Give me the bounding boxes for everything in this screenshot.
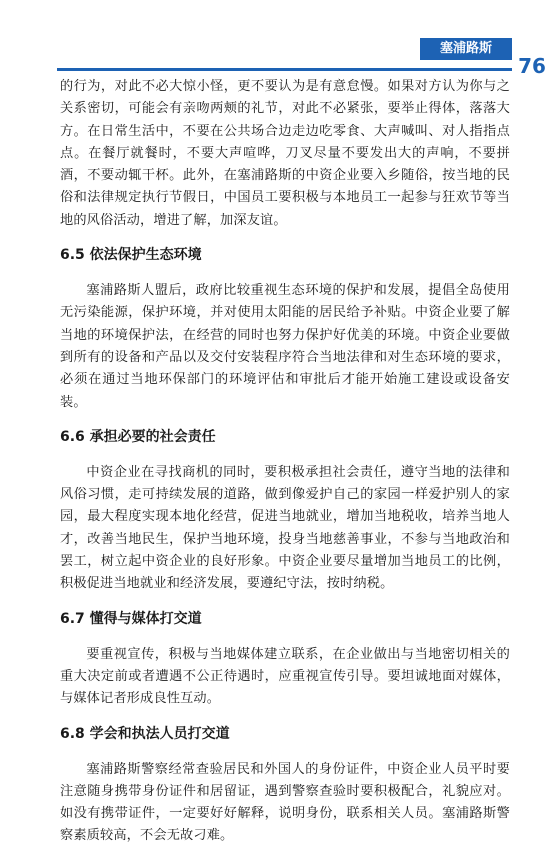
section-heading-6-8: 6.8 学会和执法人员打交道 (60, 725, 230, 742)
page-header (0, 0, 559, 84)
section-body-6-7: 要重视宣传，积极与当地媒体建立联系，在企业做出与当地密切相关的重大决定前或者遭遇不公正待遇时，应重视宣传引导。要坦诚地面对媒体，与媒体记者形成良性互动。 (60, 646, 510, 707)
section-body-6-5: 塞浦路斯人盟后，政府比较重视生态环境的保护和发展，提倡全岛使用无污染能源，保护环境，并对使用太阳能的居民给予补贴。中资企业要了解当地的环境保护法，在经营的同时也努力保护好优美的环境。中资企业要做到所有的设备和产品以及交付安装程序符合当地法律和对生态环境的要求，必须在通过当地环保部门的环境评估和审批后才能开始施工建设或设备安装。 (60, 283, 510, 410)
section-heading-6-6: 6.6 承担必要的社会责任 (60, 428, 216, 445)
country-tab: 塞浦路斯 (420, 38, 512, 60)
page-number: 76 (518, 54, 546, 78)
page-body (60, 76, 510, 848)
section-body-6-6: 中资企业在寻找商机的同时，要积极承担社会责任，遵守当地的法律和风俗习惯，走可持续发展的道路，做到像爱护自己的家园一样爱护别人的家园，最大程度实现本地化经营，促进当地就业，增加当地税收，培养当地人才，改善当地民生，保护当地环境，投身当地慈善事业，不参与当地政治和罢工，树立起中资企业的良好形象。中资企业要尽量增加当地员工的比例，积极促进当地就业和经济发展，要遵纪守法，按时纳税。 (60, 464, 510, 592)
header-rule (57, 68, 512, 71)
section-heading-6-7: 6.7 懂得与媒体打交道 (60, 610, 202, 627)
section-body-6-8: 塞浦路斯警察经常查验居民和外国人的身份证件，中资企业人员平时要注意随身携带身份证件和居留证，遇到警察查验时要积极配合，礼貌应对。如没有携带证件，一定要好好解释，说明身份，联系相关人员。塞浦路斯警察素质较高，不会无故刁难。 (60, 761, 510, 844)
intro-paragraph: 的行为，对此不必大惊小怪，更不要认为是有意怠慢。如果对方认为你与之关系密切，可能会有亲吻两颊的礼节，对此不必紧张，要举止得体，落落大方。在日常生活中，不要在公共场合边走边吃零食、大声喊叫、对人指指点点。在餐厅就餐时，不要大声喧哗，刀叉尽量不要发出大的声响，不要拼酒，不要动辄干杯。此外，在塞浦路斯的中资企业要入乡随俗，按当地的民俗和法律规定执行节假日，中国员工要积极与本地员工一起参与狂欢节等当地的风俗活动，增进了解，加深友谊。 (60, 79, 510, 228)
section-heading-6-5: 6.5 依法保护生态环境 (60, 247, 202, 264)
